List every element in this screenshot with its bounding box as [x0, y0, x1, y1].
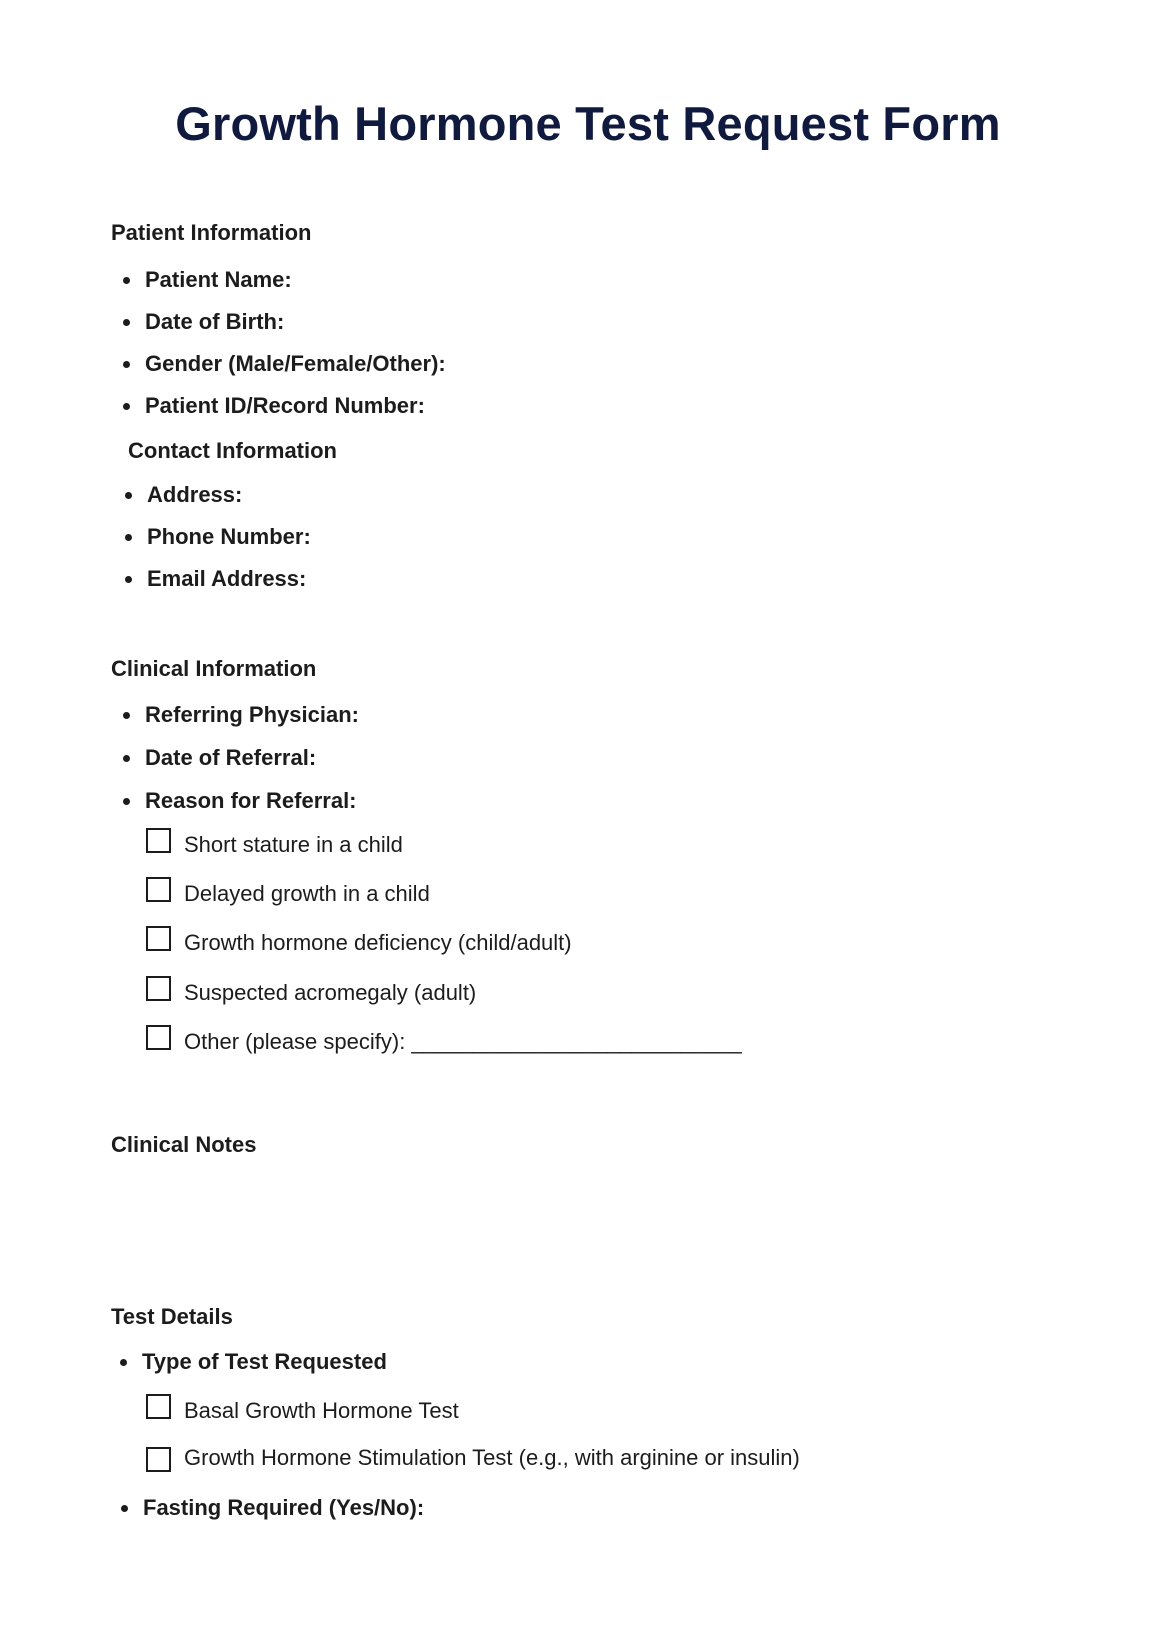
- checkbox[interactable]: [146, 1447, 171, 1472]
- field-label: Referring Physician:: [145, 702, 359, 727]
- bullet-icon: [123, 712, 130, 719]
- patient-id-field: [145, 393, 425, 419]
- checkbox-label: Delayed growth in a child: [184, 881, 430, 906]
- checkbox-label: Suspected acromegaly (adult): [184, 980, 477, 1005]
- checkbox[interactable]: [146, 926, 171, 951]
- email-address-field: [147, 566, 306, 592]
- checkbox[interactable]: [146, 877, 171, 902]
- checkbox-label: Growth hormone deficiency (child/adult): [184, 930, 572, 955]
- bullet-icon: [123, 319, 130, 326]
- checkbox[interactable]: [146, 976, 171, 1001]
- field-label: Date of Referral:: [145, 745, 317, 770]
- bullet-icon: [121, 1505, 128, 1512]
- checkbox-label: Short stature in a child: [184, 832, 403, 857]
- contact-info-heading: Contact Information: [128, 438, 337, 463]
- address-field: [147, 482, 242, 508]
- type-of-test-field: [142, 1349, 387, 1375]
- bullet-icon: [125, 492, 132, 499]
- bullet-icon: [125, 576, 132, 583]
- field-label: Phone Number:: [147, 524, 311, 549]
- clinical-info-heading: Clinical Information: [111, 656, 317, 681]
- field-label: Patient Name:: [145, 267, 292, 292]
- bullet-icon: [123, 798, 130, 805]
- bullet-icon: [120, 1359, 127, 1366]
- field-label: Fasting Required (Yes/No):: [143, 1495, 425, 1520]
- field-label: Reason for Referral:: [145, 788, 357, 813]
- field-label: Date of Birth:: [145, 309, 285, 334]
- field-label: Type of Test Requested: [142, 1349, 387, 1374]
- fasting-required-field: [143, 1495, 424, 1521]
- gender-field: [145, 351, 446, 377]
- checkbox-label: Other (please specify): ___________________________: [184, 1029, 742, 1054]
- checkbox[interactable]: [146, 828, 171, 853]
- field-label: Address:: [147, 482, 243, 507]
- referring-physician-field: [145, 702, 359, 728]
- checkbox-label: Growth Hormone Stimulation Test (e.g., with arginine or insulin): [184, 1445, 800, 1470]
- test-details-heading: Test Details: [111, 1304, 233, 1329]
- field-label: Gender (Male/Female/Other):: [145, 351, 446, 376]
- bullet-icon: [123, 361, 130, 368]
- checkbox[interactable]: [146, 1025, 171, 1050]
- checkbox-label: Basal Growth Hormone Test: [184, 1398, 459, 1423]
- bullet-icon: [123, 755, 130, 762]
- clinical-notes-heading: Clinical Notes: [111, 1132, 257, 1157]
- field-label: Patient ID/Record Number:: [145, 393, 425, 418]
- phone-number-field: [147, 524, 311, 550]
- date-of-referral-field: [145, 745, 316, 771]
- patient-name-field: [145, 267, 292, 293]
- bullet-icon: [123, 403, 130, 410]
- bullet-icon: [123, 277, 130, 284]
- reason-for-referral-field: [145, 788, 357, 814]
- form-title: Growth Hormone Test Request Form: [175, 97, 1001, 150]
- bullet-icon: [125, 534, 132, 541]
- patient-info-heading: Patient Information: [111, 220, 312, 245]
- date-of-birth-field: [145, 309, 284, 335]
- checkbox[interactable]: [146, 1394, 171, 1419]
- field-label: Email Address:: [147, 566, 307, 591]
